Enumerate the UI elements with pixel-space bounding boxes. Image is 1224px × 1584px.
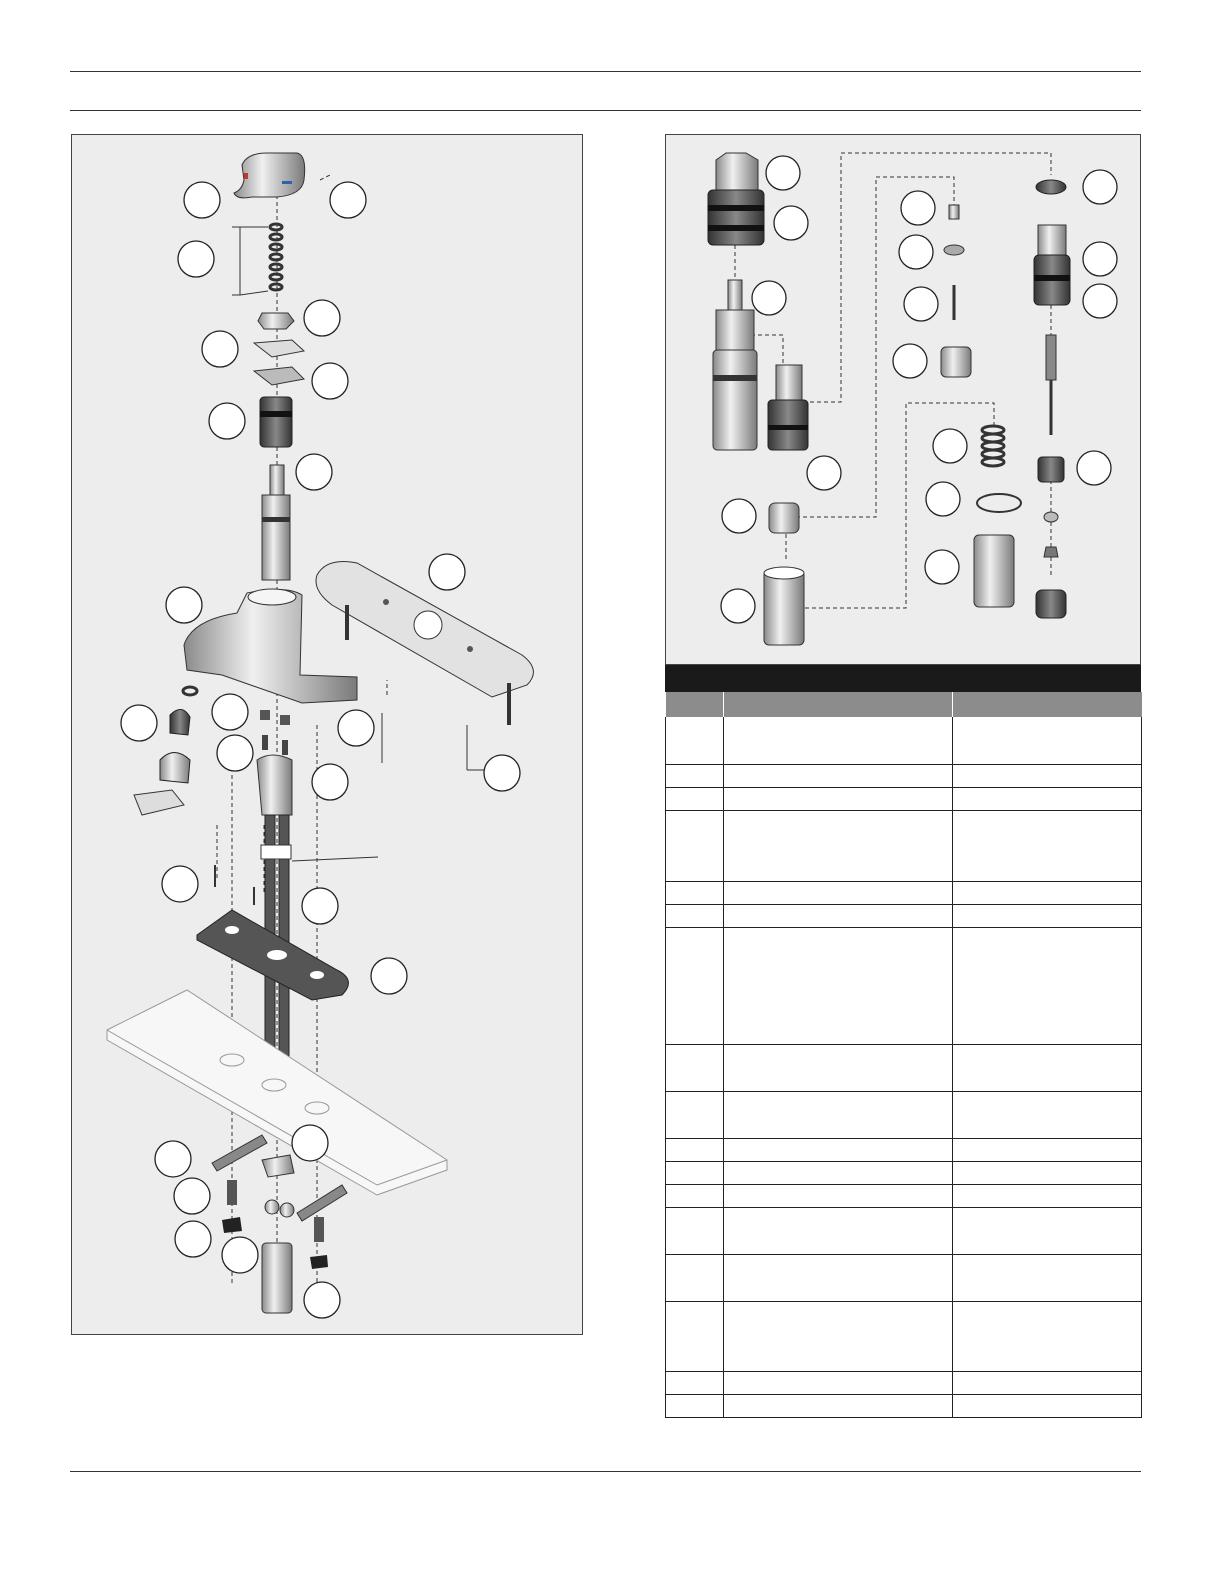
item-cell: [666, 1394, 724, 1417]
description-cell: [724, 1044, 953, 1091]
table-row: [666, 810, 1142, 881]
parts-table-title-bar: [665, 665, 1141, 692]
table-row: [666, 717, 1142, 764]
parts-table-body: [666, 717, 1142, 1417]
part-number-cell: [953, 1161, 1142, 1184]
handle-icon: [234, 153, 305, 198]
table-row: [666, 1301, 1142, 1371]
part-number-cell: [953, 1254, 1142, 1301]
item-cell: [666, 787, 724, 810]
description-cell: [724, 1254, 953, 1301]
table-row: [666, 1207, 1142, 1254]
part-number-cell: [953, 1184, 1142, 1207]
item-cell: [666, 1184, 724, 1207]
part-number-cell: [953, 1207, 1142, 1254]
table-row: [666, 1044, 1142, 1091]
part-number-cell: [953, 1301, 1142, 1371]
item-cell: [666, 764, 724, 787]
item-cell: [666, 1138, 724, 1161]
item-cell: [666, 717, 724, 764]
item-cell: [666, 810, 724, 881]
part-number-cell: [953, 764, 1142, 787]
cartridge-diagram-svg: [666, 135, 1142, 666]
description-cell: [724, 717, 953, 764]
parts-table: [665, 692, 1142, 1418]
table-row: [666, 1091, 1142, 1138]
top-rule: [70, 71, 1141, 72]
item-cell: [666, 927, 724, 1044]
table-row: [666, 764, 1142, 787]
description-cell: [724, 1207, 953, 1254]
part-number-cell: [953, 1394, 1142, 1417]
table-row: [666, 927, 1142, 1044]
table-row: [666, 904, 1142, 927]
item-cell: [666, 1044, 724, 1091]
table-row: [666, 787, 1142, 810]
faucet-exploded-diagram: [71, 134, 583, 1335]
item-cell: [666, 904, 724, 927]
description-cell: [724, 764, 953, 787]
header-cell-description: [724, 692, 953, 717]
header-bottom-rule: [70, 110, 1141, 111]
description-cell: [724, 1371, 953, 1394]
description-cell: [724, 1138, 953, 1161]
part-number-cell: [953, 717, 1142, 764]
item-cell: [666, 1161, 724, 1184]
item-cell: [666, 1207, 724, 1254]
part-number-cell: [953, 881, 1142, 904]
table-row: [666, 1138, 1142, 1161]
item-cell: [666, 1254, 724, 1301]
part-number-cell: [953, 1138, 1142, 1161]
description-cell: [724, 1161, 953, 1184]
item-cell: [666, 1301, 724, 1371]
description-cell: [724, 1091, 953, 1138]
part-number-cell: [953, 810, 1142, 881]
table-row: [666, 1394, 1142, 1417]
description-cell: [724, 1394, 953, 1417]
faucet-diagram-svg: [72, 135, 584, 1336]
part-number-cell: [953, 927, 1142, 1044]
table-row: [666, 881, 1142, 904]
description-cell: [724, 810, 953, 881]
header-cell-item: [666, 692, 724, 717]
description-cell: [724, 1301, 953, 1371]
description-cell: [724, 904, 953, 927]
parts-table-header-row: [666, 692, 1142, 717]
item-cell: [666, 1371, 724, 1394]
part-number-cell: [953, 904, 1142, 927]
header-cell-part-number: [953, 692, 1142, 717]
table-row: [666, 1161, 1142, 1184]
table-row: [666, 1371, 1142, 1394]
part-number-cell: [953, 1371, 1142, 1394]
description-cell: [724, 787, 953, 810]
description-cell: [724, 881, 953, 904]
part-number-cell: [953, 1044, 1142, 1091]
description-cell: [724, 927, 953, 1044]
part-number-cell: [953, 787, 1142, 810]
item-cell: [666, 881, 724, 904]
part-number-cell: [953, 1091, 1142, 1138]
footer-rule: [70, 1471, 1141, 1472]
table-row: [666, 1254, 1142, 1301]
cartridge-exploded-diagram: [665, 134, 1141, 665]
table-row: [666, 1184, 1142, 1207]
item-cell: [666, 1091, 724, 1138]
description-cell: [724, 1184, 953, 1207]
